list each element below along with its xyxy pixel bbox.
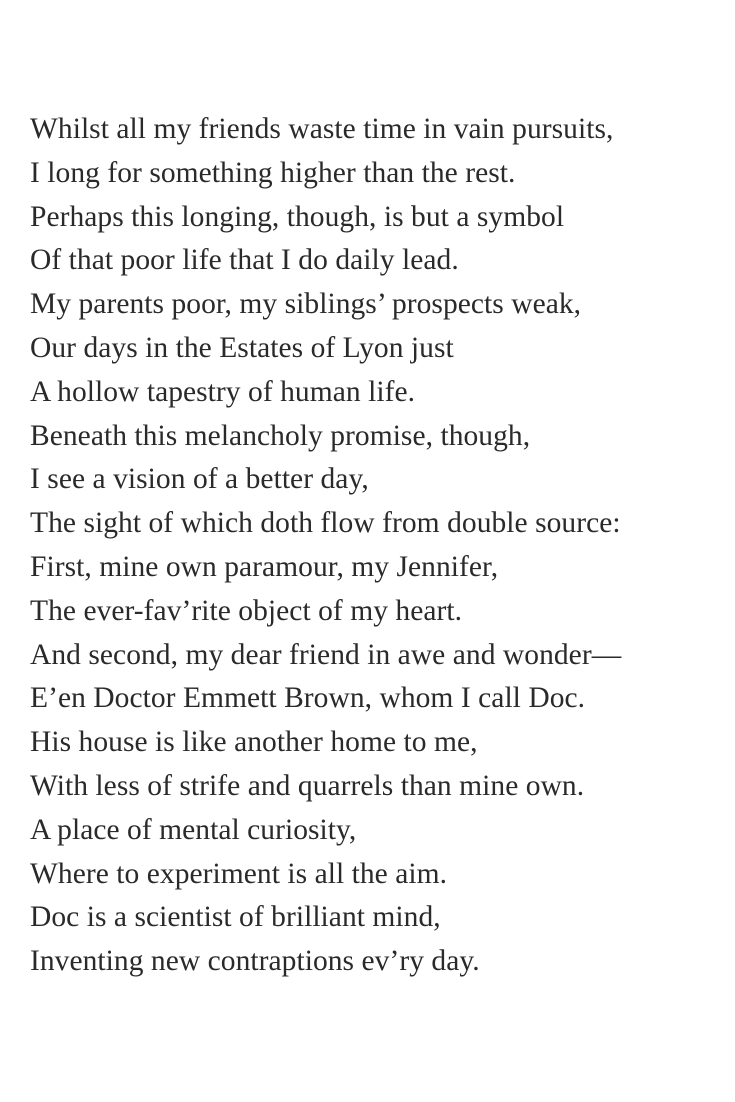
poem-text: [30, 108, 730, 984]
poem-line: His house is like another home to me,: [30, 726, 478, 759]
poem-line: The sight of which doth flow from double source:: [30, 507, 621, 540]
poem-line: With less of strife and quarrels than mine own.: [30, 769, 585, 802]
poem-line: Perhaps this longing, though, is but a symbol: [30, 200, 565, 233]
poem-line: Doc is a scientist of brilliant mind,: [30, 901, 441, 934]
poem-line: The ever-fav’rite object of my heart.: [30, 594, 463, 627]
poem-line: Where to experiment is all the aim.: [30, 857, 448, 890]
poem-line: A place of mental curiosity,: [30, 813, 357, 846]
poem-line: A hollow tapestry of human life.: [30, 375, 416, 408]
poem-line: And second, my dear friend in awe and wonder—: [30, 638, 622, 671]
poem-line: Inventing new contraptions ev’ry day.: [30, 945, 480, 978]
poem-line: My parents poor, my siblings’ prospects weak,: [30, 288, 582, 321]
poem-line: First, mine own paramour, my Jennifer,: [30, 550, 499, 583]
poem-line: I see a vision of a better day,: [30, 463, 369, 496]
poem-line: Our days in the Estates of Lyon just: [30, 331, 454, 364]
poem-line: Beneath this melancholy promise, though,: [30, 419, 531, 452]
poem-line: Of that poor life that I do daily lead.: [30, 244, 459, 277]
poem-line: I long for something higher than the rest.: [30, 156, 516, 189]
poem-line: Whilst all my friends waste time in vain pursuits,: [30, 113, 614, 145]
poem-line: E’en Doctor Emmett Brown, whom I call Doc.: [30, 682, 586, 715]
